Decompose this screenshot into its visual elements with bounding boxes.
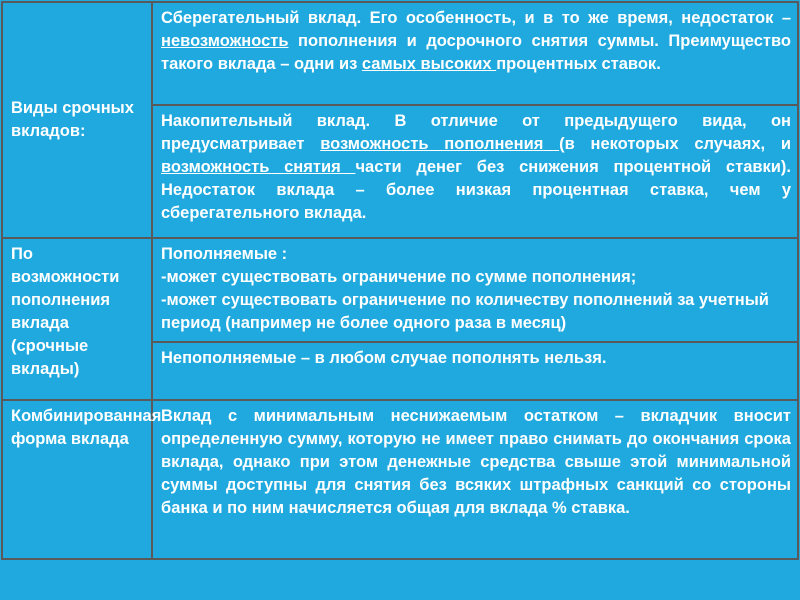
table-row <box>2 400 798 559</box>
row-header-replenishment: По возможности пополнения вклада (срочные вклады) <box>2 238 152 400</box>
text-line: -может существовать ограничение по сумме пополнения; <box>161 268 637 286</box>
table-row <box>2 2 798 105</box>
row-header-term-deposit-types: Виды срочных вкладов: <box>2 2 152 238</box>
text-fragment-underlined: невозможность <box>161 32 289 50</box>
deposit-types-table <box>1 1 799 560</box>
cell-savings-deposit <box>152 2 798 105</box>
text-fragment-underlined: возможность снятия <box>161 158 356 176</box>
table-row <box>2 238 798 342</box>
text-fragment: (в некоторых случаях, и <box>559 135 792 153</box>
text-fragment-underlined: возможность пополнения <box>320 135 560 153</box>
text-fragment-underlined: самых высоких <box>361 55 497 73</box>
text-fragment: Сберегательный вклад. Его особенность, и в то же время, недостаток – <box>161 9 791 27</box>
cell-accumulative-deposit <box>152 105 798 238</box>
text-line: -может существовать ограничение по количеству пополнений за учетный период (например не более одного раза в месяц) <box>161 291 769 332</box>
text-fragment: пополнения и досрочного снятия суммы. Преимущество такого вклада – одни из <box>161 32 791 73</box>
text-line: Пополняемые : <box>161 245 288 263</box>
text-fragment: процентных ставок. <box>496 55 661 73</box>
text-fragment: Накопительный вклад. В отличие от предыдущего вида, он предусматривает <box>161 112 791 153</box>
cell-replenishable <box>152 238 798 342</box>
cell-minimum-balance-deposit: Вклад с минимальным неснижаемым остатком – вкладчик вносит определенную сумму, которую не имеет право снимать до окончания срока вклада, однако при этом денежные средства свыше этой минимальной суммы доступны для снятия без всяких штрафных санкций со стороны банка и по ним начисляется общая для вклада % ставка. <box>152 400 798 559</box>
row-header-combined-form: Комбинированная форма вклада <box>2 400 152 559</box>
cell-non-replenishable: Непополняемые – в любом случае пополнять нельзя. <box>152 342 798 400</box>
text-fragment: части денег без снижения процентной ставки). Недостаток вклада – более низкая процентная ставка, чем у сберегательного вклада. <box>161 158 791 222</box>
